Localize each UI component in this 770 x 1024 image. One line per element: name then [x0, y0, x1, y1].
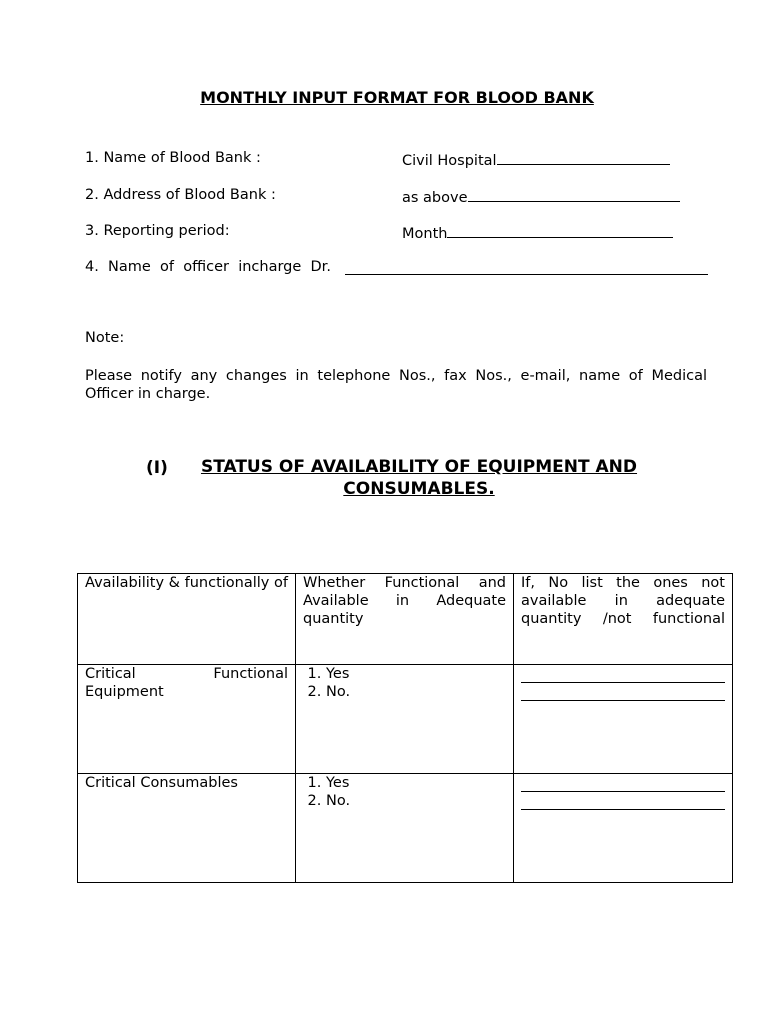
note-heading: Note: [85, 330, 125, 346]
equipment-status-table [77, 573, 733, 883]
table-header-cell [78, 574, 296, 665]
option-no[interactable]: 2. No. [326, 792, 506, 810]
fill-line [497, 150, 670, 165]
list-entry-line[interactable] [521, 683, 725, 701]
table-row [78, 665, 733, 774]
table-cell-list [514, 665, 733, 774]
field-label-blood-bank-address: 2. Address of Blood Bank : [85, 187, 276, 203]
section-number: (I) [146, 458, 168, 478]
table-cell-item [78, 665, 296, 774]
yes-no-options [303, 774, 506, 810]
row-item-label: Critical Consumables [85, 775, 238, 791]
header-not-available-list: If, No list the ones not available in adequate quantity /not functional [521, 575, 725, 627]
field-label-officer-incharge: 4. Name of officer incharge Dr. [85, 259, 331, 275]
field-reporting-period[interactable] [402, 223, 673, 242]
section-title-line1: STATUS OF AVAILABILITY OF EQUIPMENT AND [200, 457, 638, 477]
fill-line [447, 223, 673, 238]
section-title-line2: CONSUMABLES. [343, 479, 495, 499]
table-cell-options [296, 665, 514, 774]
table-header-cell [514, 574, 733, 665]
yes-no-options [303, 665, 506, 701]
field-value-blood-bank-name: Civil Hospital [402, 153, 497, 169]
page-title: MONTHLY INPUT FORMAT FOR BLOOD BANK [200, 88, 594, 107]
field-value-reporting-period: Month [402, 226, 448, 242]
section-title [190, 456, 648, 500]
table-cell-item [78, 774, 296, 883]
field-officer-incharge[interactable] [345, 260, 708, 275]
header-functional: Whether Functional and Available in Adequate quantity [303, 575, 506, 627]
row-item-label: Critical Functional Equipment [85, 666, 288, 700]
field-blood-bank-address[interactable] [402, 187, 680, 206]
option-yes[interactable]: 1. Yes [326, 665, 506, 683]
field-label-reporting-period: 3. Reporting period: [85, 223, 230, 239]
table-header-cell [296, 574, 514, 665]
table-cell-list [514, 774, 733, 883]
option-no[interactable]: 2. No. [326, 683, 506, 701]
field-blood-bank-name[interactable] [402, 150, 670, 169]
note-text: Please notify any changes in telephone Nos., fax Nos., e-mail, name of Medical Officer in charge. [85, 368, 707, 402]
field-label-blood-bank-name: 1. Name of Blood Bank : [85, 150, 261, 166]
field-value-blood-bank-address: as above [402, 190, 468, 206]
table-row [78, 774, 733, 883]
list-entry-line[interactable] [521, 774, 725, 792]
option-yes[interactable]: 1. Yes [326, 774, 506, 792]
list-entry-line[interactable] [521, 665, 725, 683]
header-availability: Availability & functionally of [85, 575, 288, 591]
list-entry-line[interactable] [521, 792, 725, 810]
table-cell-options [296, 774, 514, 883]
fill-line [468, 187, 680, 202]
table-header-row [78, 574, 733, 665]
